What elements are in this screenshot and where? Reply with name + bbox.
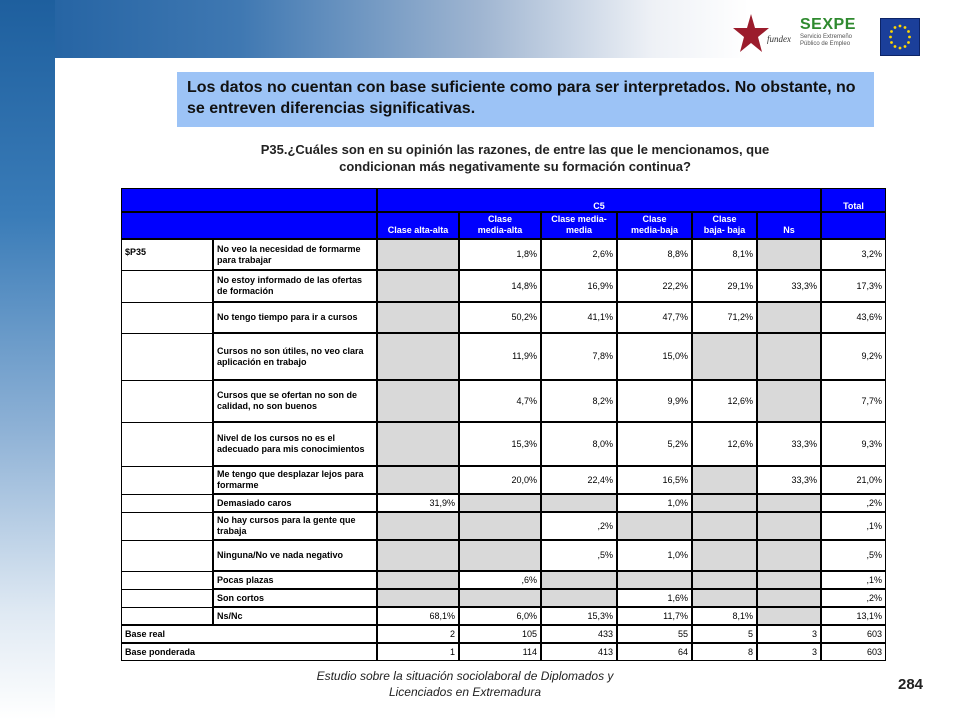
table-cell: 33,3% [757, 466, 821, 494]
footer-line-2: Licenciados en Extremadura [388, 685, 542, 699]
header-group-c5: C5 [377, 188, 821, 212]
table-cell: 14,8% [459, 270, 541, 302]
base-cell: 55 [617, 625, 692, 643]
table-cell [541, 589, 617, 607]
row-label: Nivel de los cursos no es el adecuado para mis conocimientos [213, 422, 377, 466]
table-cell: 11,9% [459, 333, 541, 380]
table-cell: 1,8% [459, 239, 541, 270]
table-cell: 16,5% [617, 466, 692, 494]
sexpe-logo-sub1: Servicio Extremeño [800, 34, 853, 40]
table-cell [377, 571, 459, 589]
column-header-line: Clase [712, 214, 737, 224]
total-cell: 21,0% [821, 466, 886, 494]
table-cell: 7,8% [541, 333, 617, 380]
table-cell: 33,3% [757, 270, 821, 302]
row-separator [121, 380, 213, 381]
question-line-2: condicionan más negativamente su formación continua? [339, 159, 691, 174]
crosstab-table [121, 188, 886, 666]
column-header-line: media-alta [477, 225, 523, 235]
column-header [541, 212, 617, 239]
sexpe-logo-sub2: Público de Empleo [800, 41, 851, 47]
column-header-line: Clase alta-alta [387, 225, 449, 235]
table-cell [617, 571, 692, 589]
table-cell: 16,9% [541, 270, 617, 302]
table-cell [377, 270, 459, 302]
column-header-line: baja- baja [703, 225, 746, 235]
table-cell: 22,4% [541, 466, 617, 494]
row-separator [121, 422, 213, 423]
total-cell: 7,7% [821, 380, 886, 422]
row-label: No tengo tiempo para ir a cursos [213, 302, 377, 333]
table-cell [757, 571, 821, 589]
table-cell: 15,3% [541, 607, 617, 625]
table-cell: 47,7% [617, 302, 692, 333]
column-header [692, 212, 757, 239]
table-cell [757, 302, 821, 333]
table-cell [757, 494, 821, 512]
row-separator [121, 333, 213, 334]
table-cell [459, 540, 541, 571]
table-cell: ,6% [459, 571, 541, 589]
table-cell [377, 512, 459, 540]
table-cell: 33,3% [757, 422, 821, 466]
table-cell: 31,9% [377, 494, 459, 512]
sexpe-logo [800, 16, 878, 56]
table-cell: 8,1% [692, 239, 757, 270]
base-row-label: Base real [121, 625, 377, 643]
sexpe-logo-text: SEXPE [800, 16, 856, 33]
table-cell: ,5% [541, 540, 617, 571]
table-cell: 1,0% [617, 494, 692, 512]
total-cell: ,1% [821, 512, 886, 540]
table-cell: 8,8% [617, 239, 692, 270]
table-cell [377, 380, 459, 422]
table-cell [757, 589, 821, 607]
table-cell [377, 589, 459, 607]
column-header [757, 212, 821, 239]
column-header [617, 212, 692, 239]
question-title [150, 141, 880, 175]
table-cell: 1,6% [617, 589, 692, 607]
header-total-blank [821, 212, 886, 239]
row-label: No veo la necesidad de formarme para trabajar [213, 239, 377, 270]
row-label: Me tengo que desplazar lejos para formarme [213, 466, 377, 494]
column-header-line: Clase [642, 214, 667, 224]
eu-flag-icon [880, 18, 920, 56]
fundex-logo [733, 12, 793, 56]
table-cell [692, 540, 757, 571]
base-row-label: Base ponderada [121, 643, 377, 661]
table-cell: 6,0% [459, 607, 541, 625]
table-cell [617, 512, 692, 540]
total-cell: ,2% [821, 589, 886, 607]
table-cell [692, 571, 757, 589]
table-cell: 15,0% [617, 333, 692, 380]
base-total-cell: 603 [821, 643, 886, 661]
table-cell [541, 494, 617, 512]
row-separator [121, 540, 213, 541]
table-cell [377, 466, 459, 494]
table-cell: 2,6% [541, 239, 617, 270]
row-label: Demasiado caros [213, 494, 377, 512]
column-header-line: media-baja [630, 225, 679, 235]
table-cell [692, 466, 757, 494]
row-separator [121, 571, 213, 572]
column-header-line: Ns [783, 225, 795, 235]
table-cell [377, 302, 459, 333]
table-cell: 12,6% [692, 380, 757, 422]
row-separator [121, 270, 213, 271]
total-cell: 43,6% [821, 302, 886, 333]
row-label: Pocas plazas [213, 571, 377, 589]
table-cell: 1,0% [617, 540, 692, 571]
base-cell: 3 [757, 625, 821, 643]
table-cell [692, 333, 757, 380]
table-cell: 11,7% [617, 607, 692, 625]
column-header-line: media [565, 225, 592, 235]
page-number: 284 [898, 676, 924, 693]
header-total: Total [821, 188, 886, 212]
table-cell: 29,1% [692, 270, 757, 302]
table-cell [692, 512, 757, 540]
table-cell: 4,7% [459, 380, 541, 422]
base-cell: 3 [757, 643, 821, 661]
table-cell [757, 333, 821, 380]
variable-cell [121, 239, 213, 625]
row-label: No estoy informado de las ofertas de formación [213, 270, 377, 302]
table-cell: 8,0% [541, 422, 617, 466]
base-cell: 1 [377, 643, 459, 661]
table-cell: 5,2% [617, 422, 692, 466]
left-decorative-bar [0, 0, 55, 720]
total-cell: ,2% [821, 494, 886, 512]
row-label: Ninguna/No ve nada negativo [213, 540, 377, 571]
table-cell [692, 494, 757, 512]
footer-line-1: Estudio sobre la situación sociolaboral de Diplomados y [316, 669, 614, 683]
column-header [459, 212, 541, 239]
column-header-line: Clase media- [551, 214, 607, 224]
table-cell [757, 239, 821, 270]
table-cell: 41,1% [541, 302, 617, 333]
variable-label: $P35 [125, 247, 147, 257]
table-cell [541, 571, 617, 589]
note-box: Los datos no cuentan con base suficiente como para ser interpretados. No obstante, no se entreven diferencias significativas. [177, 72, 874, 127]
table-cell [377, 333, 459, 380]
table-cell [692, 589, 757, 607]
base-cell: 5 [692, 625, 757, 643]
row-label: Ns/Nc [213, 607, 377, 625]
total-cell: ,1% [821, 571, 886, 589]
question-line-1: P35.¿Cuáles son en su opinión las razones, de entre las que le mencionamos, que [260, 142, 770, 157]
table-cell [757, 540, 821, 571]
header-blank-top [121, 188, 377, 212]
table-cell [377, 239, 459, 270]
table-cell: 71,2% [692, 302, 757, 333]
row-separator [121, 607, 213, 608]
total-cell: 3,2% [821, 239, 886, 270]
table-cell [459, 512, 541, 540]
total-cell: 9,3% [821, 422, 886, 466]
base-cell: 433 [541, 625, 617, 643]
table-cell: 8,1% [692, 607, 757, 625]
table-cell [757, 607, 821, 625]
total-cell: ,5% [821, 540, 886, 571]
table-cell [459, 589, 541, 607]
base-total-cell: 603 [821, 625, 886, 643]
row-separator [121, 466, 213, 467]
row-label: No hay cursos para la gente que trabaja [213, 512, 377, 540]
table-cell: 15,3% [459, 422, 541, 466]
row-separator [121, 302, 213, 303]
base-cell: 114 [459, 643, 541, 661]
row-separator [121, 494, 213, 495]
footer-text [260, 668, 670, 700]
row-separator [121, 589, 213, 590]
total-cell: 9,2% [821, 333, 886, 380]
table-cell: 8,2% [541, 380, 617, 422]
table-cell: 9,9% [617, 380, 692, 422]
table-cell [757, 380, 821, 422]
column-header-line: Clase [487, 214, 513, 224]
table-cell [757, 512, 821, 540]
base-cell: 64 [617, 643, 692, 661]
table-cell: 12,6% [692, 422, 757, 466]
table-cell: 22,2% [617, 270, 692, 302]
table-cell: 50,2% [459, 302, 541, 333]
table-cell [377, 540, 459, 571]
table-cell [459, 494, 541, 512]
row-separator [121, 512, 213, 513]
total-cell: 13,1% [821, 607, 886, 625]
row-label: Son cortos [213, 589, 377, 607]
row-label: Cursos que se ofertan no son de calidad, no son buenos [213, 380, 377, 422]
table-cell [377, 422, 459, 466]
svg-text:fundex: fundex [767, 34, 791, 44]
base-cell: 413 [541, 643, 617, 661]
header-blank-bottom [121, 212, 377, 239]
column-header [377, 212, 459, 239]
base-cell: 105 [459, 625, 541, 643]
base-cell: 8 [692, 643, 757, 661]
table-cell: ,2% [541, 512, 617, 540]
table-cell: 20,0% [459, 466, 541, 494]
row-label: Cursos no son útiles, no veo clara aplicación en trabajo [213, 333, 377, 380]
base-cell: 2 [377, 625, 459, 643]
table-cell: 68,1% [377, 607, 459, 625]
total-cell: 17,3% [821, 270, 886, 302]
